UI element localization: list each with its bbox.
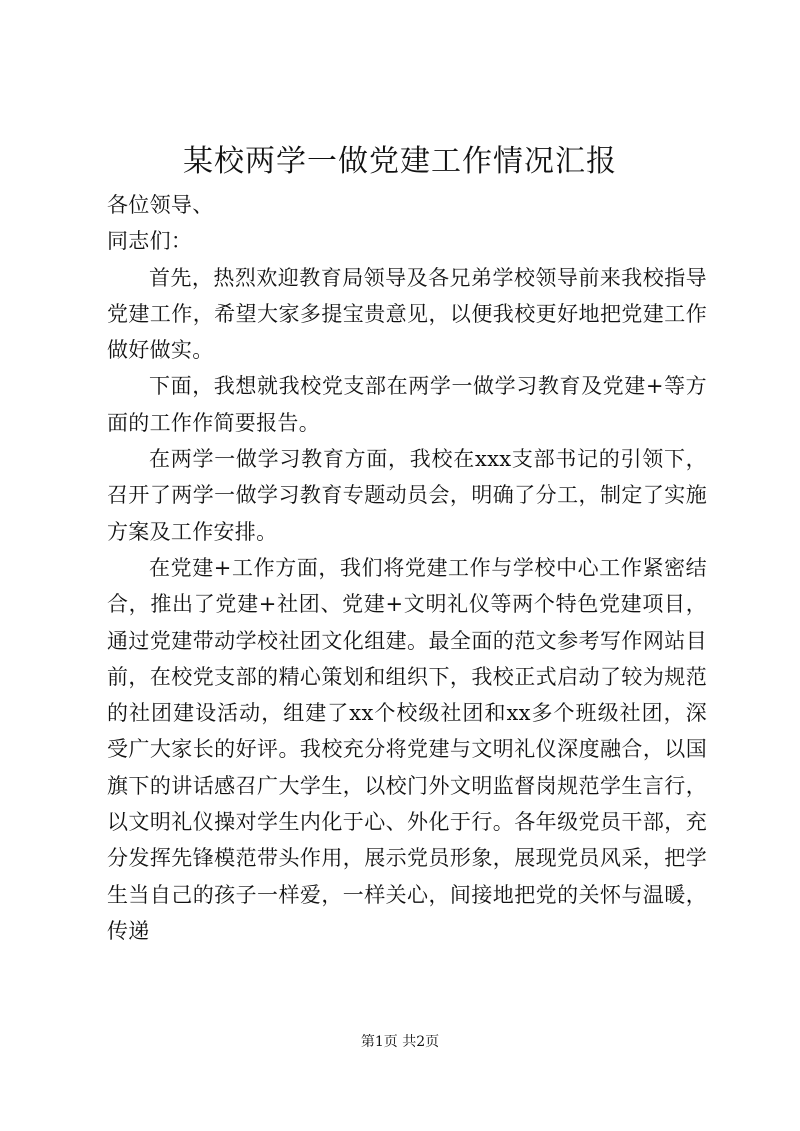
document-title: 某校两学一做党建工作情况汇报 <box>183 144 617 179</box>
paragraph-party-building: 在党建+工作方面，我们将党建工作与学校中心工作紧密结合，推出了党建+社团、党建+文明礼仪等两个特色党建项目，通过党建带动学校社团文化组建。最全面的范文参考写作网站目前，在校党支部的精心策划和组织下，我校正式启动了较为规范的社团建设活动，组建了xx个校级社团和xx多个班级社团，深受广大家长的好评。我校充分将党建与文明礼仪深度融合，以国旗下的讲话感召广大学生，以校门外文明监督岗规范学生言行，以文明礼仪操对学生内化于心、外化于行。各年级党员干部，充分发挥先锋模范带头作用，展示党员形象，展现党员风采，把学生当自己的孩子一样爱，一样关心，间接地把党的关怀与温暖，传递 <box>107 555 707 943</box>
paragraph-welcome: 首先，热烈欢迎教育局领导及各兄弟学校领导前来我校指导党建工作，希望大家多提宝贵意见，以便我校更好地把党建工作做好做实。 <box>107 265 707 363</box>
paragraph-study-education: 在两学一做学习教育方面，我校在xxx支部书记的引领下，召开了两学一做学习教育专题动员会，明确了分工，制定了实施方案及工作安排。 <box>107 447 707 544</box>
document-body <box>107 187 707 949</box>
salutation-line-1: 各位领导、 <box>107 193 214 217</box>
salutation-line-2: 同志们： <box>107 229 193 254</box>
page-footer: 第1页 共2页 <box>360 1034 440 1050</box>
paragraph-intro: 下面，我想就我校党支部在两学一做学习教育及党建+等方面的工作作简要报告。 <box>107 374 707 435</box>
